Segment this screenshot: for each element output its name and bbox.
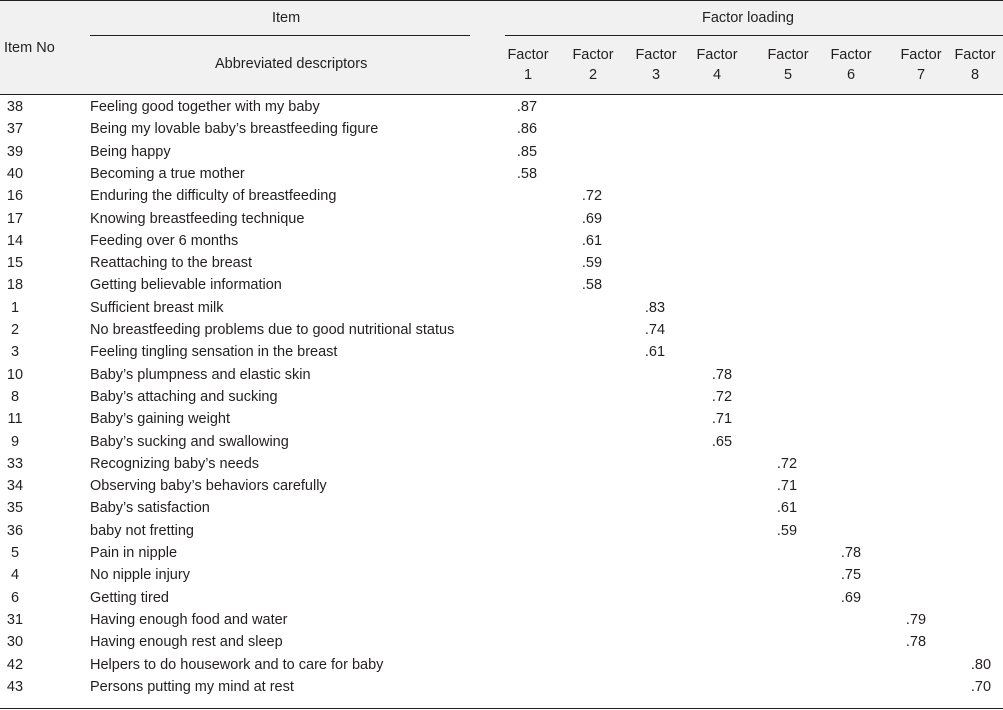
item-descriptor: Reattaching to the breast <box>90 255 253 272</box>
table-row <box>0 408 1003 430</box>
factor-loading-value: .72 <box>711 388 733 405</box>
table-body <box>0 96 1003 702</box>
item-number: 43 <box>6 678 24 695</box>
factor-loading-value: .78 <box>905 634 927 651</box>
table-row <box>0 676 1003 698</box>
item-descriptor: Baby’s sucking and swallowing <box>90 433 289 450</box>
factor-6-header: Factor 6 <box>830 47 872 83</box>
table-row <box>0 631 1003 653</box>
table-row <box>0 364 1003 386</box>
factor-loading-value: .79 <box>905 611 927 628</box>
factor-3-header: Factor 3 <box>635 47 677 83</box>
item-descriptor: Baby’s attaching and sucking <box>90 388 278 405</box>
item-descriptor: Recognizing baby’s needs <box>90 455 260 472</box>
item-number: 15 <box>6 255 24 272</box>
item-descriptor: Observing baby’s behaviors carefully <box>90 478 327 495</box>
item-descriptor: Feeding over 6 months <box>90 232 239 249</box>
factor-loading-value: .61 <box>644 344 666 361</box>
item-descriptor: Persons putting my mind at rest <box>90 678 294 695</box>
item-descriptor: Being happy <box>90 143 171 160</box>
factor-loading-value: .72 <box>581 188 603 205</box>
factor-7-header: Factor 7 <box>900 47 942 83</box>
item-number: 11 <box>7 411 23 428</box>
table-row <box>0 520 1003 542</box>
item-number: 6 <box>10 589 20 606</box>
table-row <box>0 297 1003 319</box>
item-number: 33 <box>6 455 24 472</box>
item-number: 40 <box>6 165 24 182</box>
table-row <box>0 431 1003 453</box>
table-row <box>0 542 1003 564</box>
table-row <box>0 609 1003 631</box>
item-descriptor: Baby’s plumpness and elastic skin <box>90 366 311 383</box>
item-descriptor: Having enough food and water <box>90 611 288 628</box>
item-descriptor: Having enough rest and sleep <box>90 634 283 651</box>
table-row <box>0 163 1003 185</box>
factor-loading-value: .69 <box>581 210 603 227</box>
item-number: 18 <box>6 277 24 294</box>
item-number: 5 <box>10 545 20 561</box>
table-row <box>0 208 1003 230</box>
table-bottom-rule <box>0 708 1003 709</box>
table-row <box>0 185 1003 207</box>
factor-loading-value: .59 <box>776 522 798 539</box>
factor-loading-value: .65 <box>711 433 733 450</box>
table-row <box>0 497 1003 519</box>
item-number: 8 <box>10 388 20 405</box>
factor-loading-value: .70 <box>970 678 992 695</box>
item-header: Item <box>272 10 301 26</box>
item-number: 17 <box>6 210 24 227</box>
factor-loading-value: .75 <box>840 567 862 584</box>
item-number: 31 <box>6 611 24 628</box>
item-descriptor: Knowing breastfeeding technique <box>90 210 305 227</box>
factor-loading-header-rule <box>505 35 1003 36</box>
item-number: 2 <box>10 322 20 338</box>
table-row <box>0 96 1003 118</box>
item-number: 37 <box>6 121 24 138</box>
factor-loading-header: Factor loading <box>702 10 794 26</box>
item-descriptor: Being my lovable baby’s breastfeeding figure <box>90 121 379 138</box>
item-number: 3 <box>10 344 20 361</box>
factor-loading-value: .71 <box>776 478 798 495</box>
factor-loading-value: .74 <box>644 322 666 338</box>
factor-loading-value: .78 <box>711 366 733 383</box>
table-row <box>0 319 1003 341</box>
table-row <box>0 564 1003 586</box>
factor-1-header: Factor 1 <box>507 47 549 83</box>
item-number: 38 <box>6 99 24 115</box>
item-descriptor: Getting tired <box>90 589 169 606</box>
factor-5-header: Factor 5 <box>767 47 809 83</box>
factor-loading-value: .87 <box>516 99 538 115</box>
item-number: 36 <box>6 522 24 539</box>
factor-loading-value: .78 <box>840 545 862 561</box>
item-number: 39 <box>6 143 24 160</box>
table-row <box>0 386 1003 408</box>
item-descriptor: Baby’s gaining weight <box>90 411 230 428</box>
table-row <box>0 453 1003 475</box>
table-header <box>0 0 1003 95</box>
factor-loading-value: .61 <box>581 232 603 249</box>
item-number: 4 <box>10 567 20 584</box>
item-no-header: Item No <box>4 40 55 56</box>
factor-loading-value: .69 <box>840 589 862 606</box>
factor-loading-value: .58 <box>581 277 603 294</box>
item-descriptor: baby not fretting <box>90 522 194 539</box>
item-number: 16 <box>6 188 24 205</box>
item-descriptor: Becoming a true mother <box>90 165 245 182</box>
factor-loading-value: .86 <box>516 121 538 138</box>
item-number: 35 <box>6 500 24 517</box>
factor-loading-value: .85 <box>516 143 538 160</box>
item-descriptor: Sufficient breast milk <box>90 299 224 316</box>
factor-8-header: Factor 8 <box>954 47 996 83</box>
factor-loading-value: .72 <box>776 455 798 472</box>
table-row <box>0 230 1003 252</box>
factor-4-header: Factor 4 <box>696 47 738 83</box>
descriptors-header: Abbreviated descriptors <box>215 56 368 72</box>
table-row <box>0 274 1003 296</box>
item-number: 14 <box>6 232 24 249</box>
item-descriptor: Feeling tingling sensation in the breast <box>90 344 338 361</box>
item-header-rule <box>90 35 470 36</box>
table-row <box>0 475 1003 497</box>
item-descriptor: Baby’s satisfaction <box>90 500 210 517</box>
item-number: 42 <box>6 656 24 673</box>
table-row <box>0 654 1003 676</box>
factor-loading-value: .83 <box>644 299 666 316</box>
item-descriptor: Pain in nipple <box>90 545 178 561</box>
factor-loading-value: .80 <box>970 656 992 673</box>
item-descriptor: Enduring the difficulty of breastfeeding <box>90 188 337 205</box>
item-descriptor: Getting believable information <box>90 277 282 294</box>
table-row <box>0 252 1003 274</box>
item-number: 30 <box>6 634 24 651</box>
item-descriptor: No nipple injury <box>90 567 190 584</box>
table-row <box>0 587 1003 609</box>
factor-loading-value: .61 <box>776 500 798 517</box>
factor-loading-value: .58 <box>516 165 538 182</box>
item-descriptor: Feeling good together with my baby <box>90 99 320 115</box>
item-descriptor: No breastfeeding problems due to good nutritional status <box>90 322 455 338</box>
table-row <box>0 141 1003 163</box>
item-number: 9 <box>10 433 20 450</box>
item-number: 10 <box>6 366 24 383</box>
factor-loading-value: .59 <box>581 255 603 272</box>
table-row <box>0 341 1003 363</box>
table-row <box>0 118 1003 140</box>
factor-2-header: Factor 2 <box>572 47 614 83</box>
factor-loading-value: .71 <box>711 411 733 428</box>
item-number: 1 <box>10 299 20 316</box>
item-descriptor: Helpers to do housework and to care for baby <box>90 656 384 673</box>
item-number: 34 <box>6 478 24 495</box>
